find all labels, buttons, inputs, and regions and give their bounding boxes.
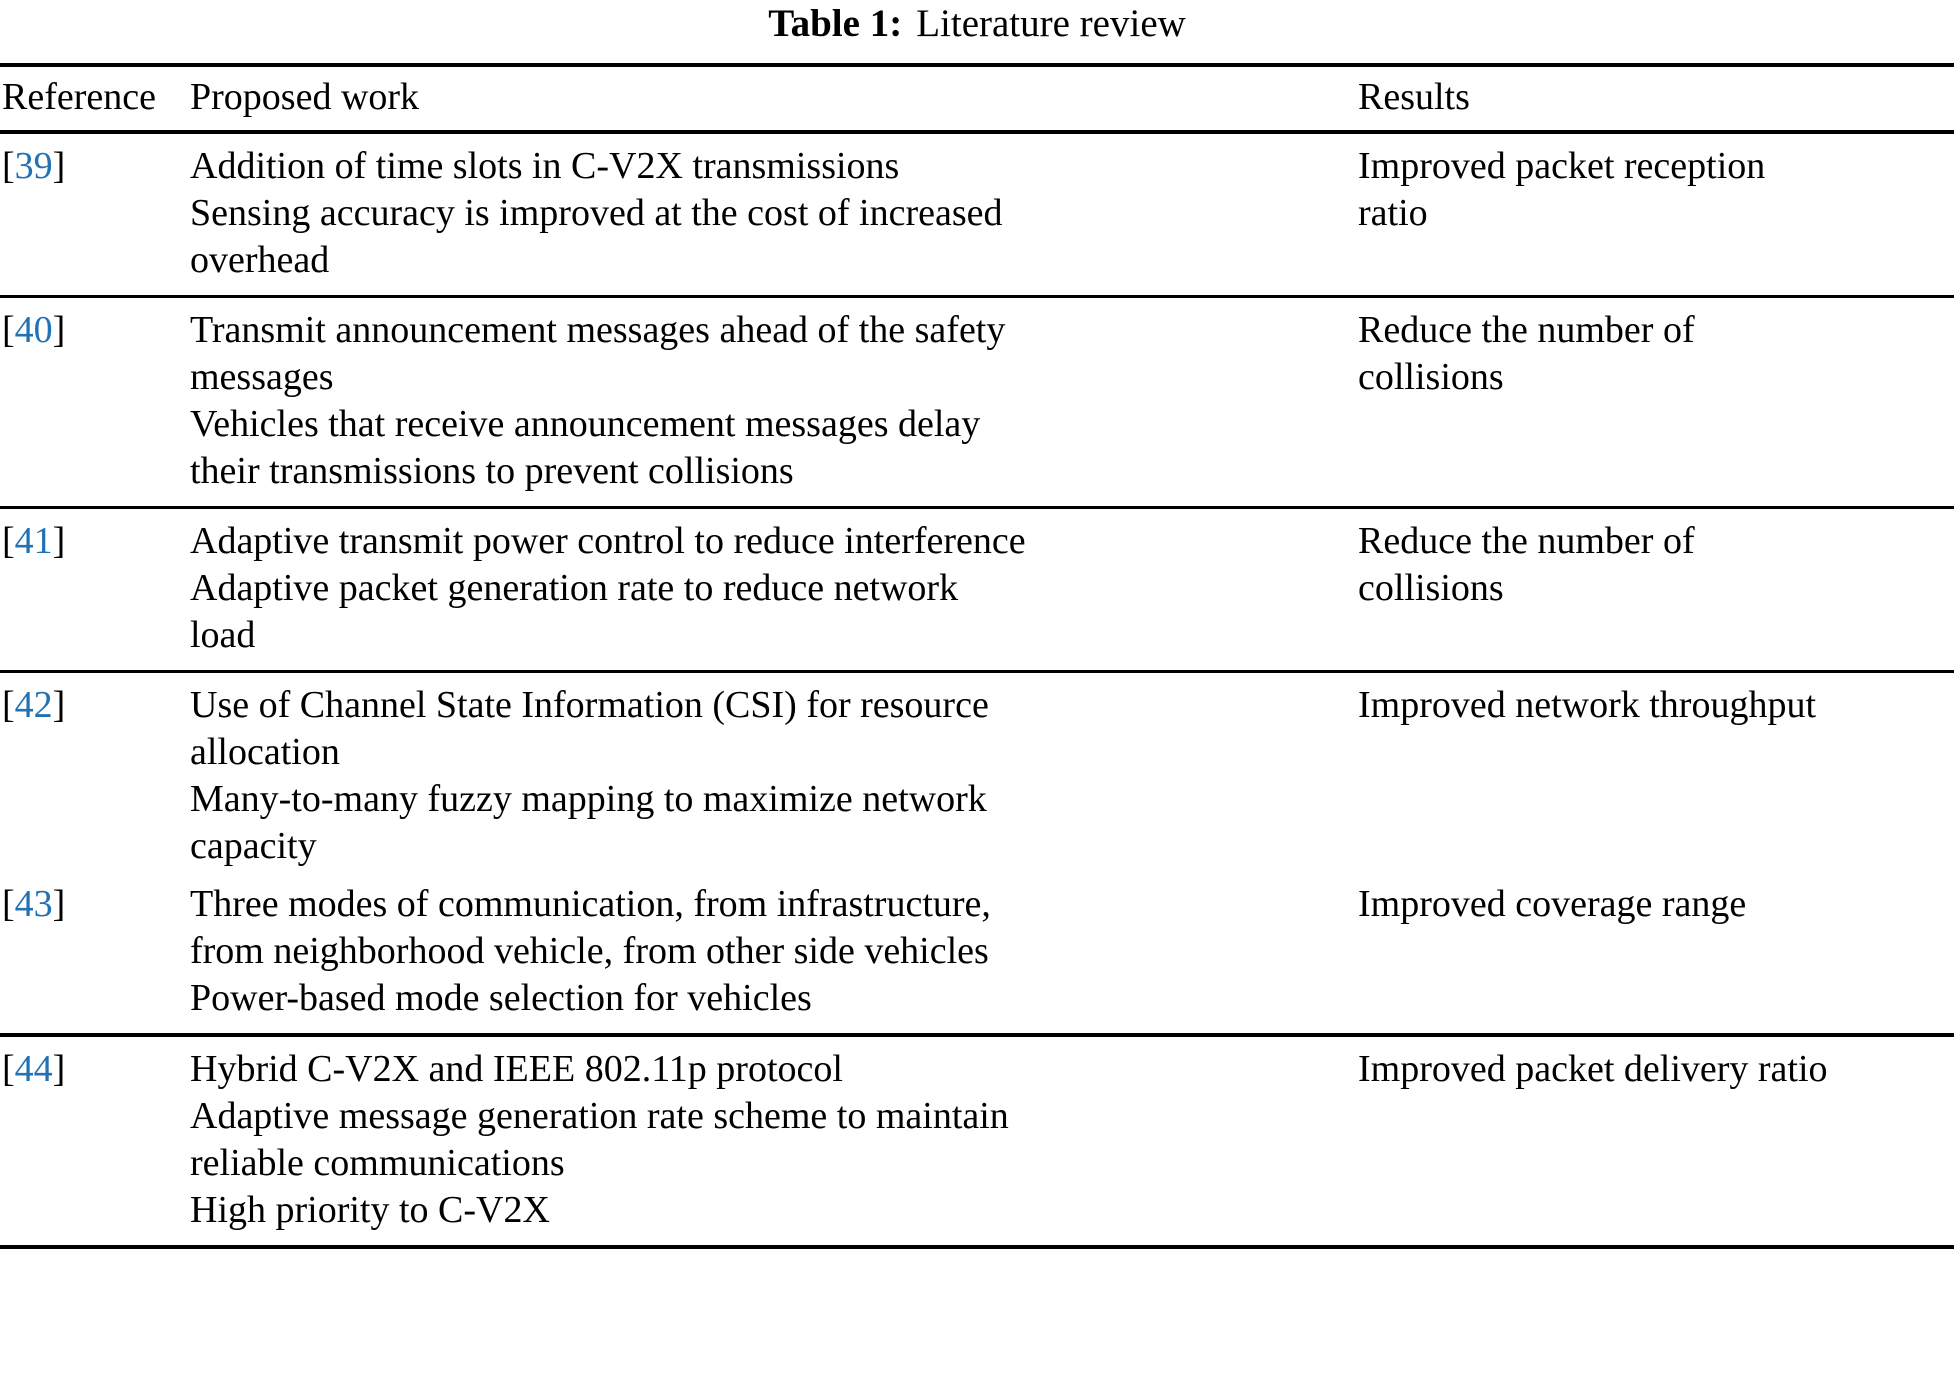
proposed-work-line: Adaptive packet generation rate to reduce network [190,567,959,609]
row-results-cell [1358,518,1954,612]
table-caption-label: Table 1: [768,2,903,45]
row-reference-cell [0,1046,190,1093]
results-line: Reduce the number of [1358,309,1695,351]
results-line: collisions [1358,356,1504,398]
proposed-work-line: Addition of time slots in C-V2X transmissions [190,145,900,187]
row-reference-cell [0,518,190,565]
citation-number[interactable]: 42 [14,684,53,726]
results-line: Improved packet delivery ratio [1358,1048,1828,1090]
row-results-cell [1358,1046,1954,1093]
row-proposed-work-cell [190,1046,1358,1234]
citation-number[interactable]: 41 [14,520,53,562]
results-line: ratio [1358,192,1428,234]
proposed-work-line: Transmit announcement messages ahead of the safety [190,309,1006,351]
proposed-work-line: Vehicles that receive announcement messages delay [190,403,981,445]
table-row [0,298,1954,506]
citation-number[interactable]: 43 [14,883,53,925]
citation-close-bracket: ] [52,883,66,925]
proposed-work-line: Hybrid C-V2X and IEEE 802.11p protocol [190,1048,843,1090]
proposed-work-line: messages [190,356,334,398]
row-proposed-work-cell [190,307,1358,495]
results-line: Reduce the number of [1358,520,1695,562]
proposed-work-line: Three modes of communication, from infrastructure, [190,883,991,925]
row-results-cell [1358,307,1954,401]
citation-close-bracket: ] [52,145,66,187]
row-reference-cell [0,143,190,190]
citation-open-bracket: [ [2,684,15,726]
results-line: Improved packet reception [1358,145,1766,187]
row-proposed-work-cell [190,518,1358,659]
row-reference-cell [0,307,190,354]
column-header-reference: Reference [2,76,156,118]
citation-open-bracket: [ [2,520,15,562]
proposed-work-line: their transmissions to prevent collisions [190,450,794,492]
citation-close-bracket: ] [52,520,66,562]
row-results-cell [1358,143,1954,237]
citation-close-bracket: ] [52,1048,66,1090]
proposed-work-line: overhead [190,239,330,281]
literature-review-table [0,63,1954,1249]
proposed-work-line: Adaptive message generation rate scheme to maintain [190,1095,1009,1137]
citation-close-bracket: ] [52,684,66,726]
table-row [0,509,1954,670]
citation-number[interactable]: 40 [14,309,53,351]
row-proposed-work-cell [190,682,1358,870]
citation-number[interactable]: 44 [14,1048,53,1090]
proposed-work-line: High priority to C-V2X [190,1189,550,1231]
table-caption-text: Literature review [916,2,1186,45]
proposed-work-line: Adaptive transmit power control to reduce interference [190,520,1026,562]
proposed-work-line: Use of Channel State Information (CSI) for resource [190,684,989,726]
results-line: Improved coverage range [1358,883,1747,925]
citation-open-bracket: [ [2,145,15,187]
proposed-work-line: load [190,614,256,656]
table-row [0,673,1954,881]
table-bottom-rule [0,1245,1954,1249]
table-row [0,1037,1954,1245]
proposed-work-line: capacity [190,825,317,867]
citation-number[interactable]: 39 [14,145,53,187]
results-line: collisions [1358,567,1504,609]
table-caption [0,2,1954,46]
row-proposed-work-cell [190,143,1358,284]
results-line: Improved network throughput [1358,684,1817,726]
table-row [0,134,1954,295]
table-header-row [0,67,1954,130]
proposed-work-line: Sensing accuracy is improved at the cost of increased [190,192,1003,234]
column-header-results: Results [1358,76,1470,118]
proposed-work-line: allocation [190,731,340,773]
row-results-cell [1358,682,1954,729]
row-reference-cell [0,682,190,729]
row-proposed-work-cell [190,881,1358,1022]
proposed-work-line: reliable communications [190,1142,565,1184]
proposed-work-line: Many-to-many fuzzy mapping to maximize network [190,778,987,820]
citation-close-bracket: ] [52,309,66,351]
table-row [0,881,1954,1033]
proposed-work-line: Power-based mode selection for vehicles [190,977,812,1019]
citation-open-bracket: [ [2,1048,15,1090]
citation-open-bracket: [ [2,883,15,925]
row-results-cell [1358,881,1954,928]
citation-open-bracket: [ [2,309,15,351]
proposed-work-line: from neighborhood vehicle, from other side vehicles [190,930,989,972]
row-reference-cell [0,881,190,928]
column-header-proposed-work: Proposed work [190,76,420,118]
